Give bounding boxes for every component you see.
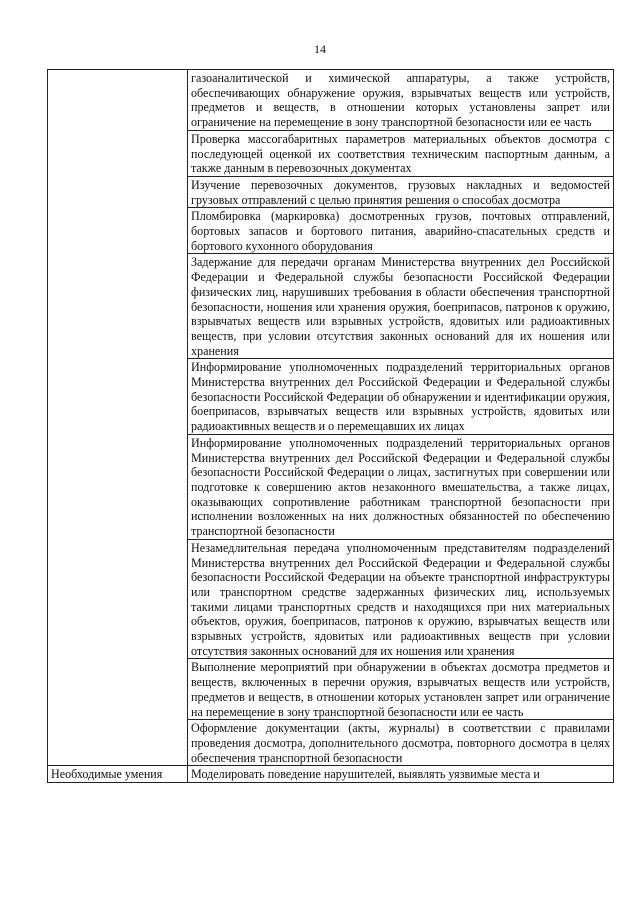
- page-number: 14: [314, 42, 326, 56]
- table-cell: Оформление документации (акты, журналы) в соответствии с правилами проведения досмотра, дополнительного досмотра, повторного досмотра в целях обеспечения транспортной безопасности: [188, 720, 614, 766]
- table-cell: Проверка массогабаритных параметров материальных объектов досмотра с последующей оценкой их соответствия техническим паспортным данным, а также данным в перевозочных документах: [188, 130, 614, 176]
- table-cell: Информирование уполномоченных подразделений территориальных органов Министерства внутренних дел Российской Федерации и Федеральной службы безопасности Российской Федерации об обнаружении и идентификации оружия, боеприпасов, взрывчатых веществ или взрывных устройств, ядовитых или радиоактивных веществ и о перемещавших их лицах: [188, 359, 614, 435]
- competency-table: [47, 69, 614, 783]
- table-cell: Незамедлительная передача уполномоченным представителям подразделений Министерства внутренних дел Российской Федерации и Федеральной службы безопасности Российской Федерации на объекте транспортной инфраструктуры или транспортном средстве задержанных физических лиц, используемых такими лицами транспортных средств и находящихся при них материальных объектов, оружия, боеприпасов, патронов к оружию, взрывчатых веществ или взрывных устройств, ядовитых или радиоактивных веществ при условии отсутствия законных оснований для их ношения или хранения: [188, 539, 614, 659]
- table-row: [48, 70, 614, 131]
- table-cell: Выполнение мероприятий при обнаружении в объектах досмотра предметов и веществ, включенных в перечни оружия, взрывчатых веществ или устройств, предметов и веществ, в отношении которых установлен запрет или ограничение на перемещение в зону транспортной безопасности или ее часть: [188, 659, 614, 720]
- table-cell: Моделировать поведение нарушителей, выявлять уязвимые места и: [188, 766, 614, 783]
- table-cell: Задержание для передачи органам Министерства внутренних дел Российской Федерации и Федеральной службы безопасности Российской Федерации физических лиц, нарушивших требования в области обеспечения транспортной безопасности, ношения или хранения оружия, боеприпасов, патронов к оружию, взрывчатых веществ или взрывных устройств, ядовитых или радиоактивных веществ, при условии отсутствия законных оснований для их ношения или хранения: [188, 254, 614, 359]
- row-label-skills: Необходимые умения: [48, 766, 188, 783]
- table-row: [48, 766, 614, 783]
- table-cell: Информирование уполномоченных подразделений территориальных органов Министерства внутренних дел Российской Федерации и Федеральной службы безопасности Российской Федерации о лицах, застигнутых при совершении или подготовке к совершению актов незаконного вмешательства, а также лицах, оказывающих сопротивление работникам транспортной безопасности при исполнении возложенных на них должностных обязанностей по обеспечению транспортной безопасности: [188, 434, 614, 539]
- empty-label-cell: [48, 70, 188, 766]
- table-cell: газоаналитической и химической аппаратуры, а также устройств, обеспечивающих обнаружение оружия, взрывчатых веществ или устройств, предметов и веществ, в отношении которых установлены запрет или ограничение на перемещение в зону транспортной безопасности или ее часть: [188, 70, 614, 131]
- table-cell: Изучение перевозочных документов, грузовых накладных и ведомостей грузовых отправлений с целью принятия решения о способах досмотра: [188, 176, 614, 207]
- table-cell: Пломбировка (маркировка) досмотренных грузов, почтовых отправлений, бортовых запасов и бортового питания, аварийно-спасательных средств и бортового кухонного оборудования: [188, 208, 614, 254]
